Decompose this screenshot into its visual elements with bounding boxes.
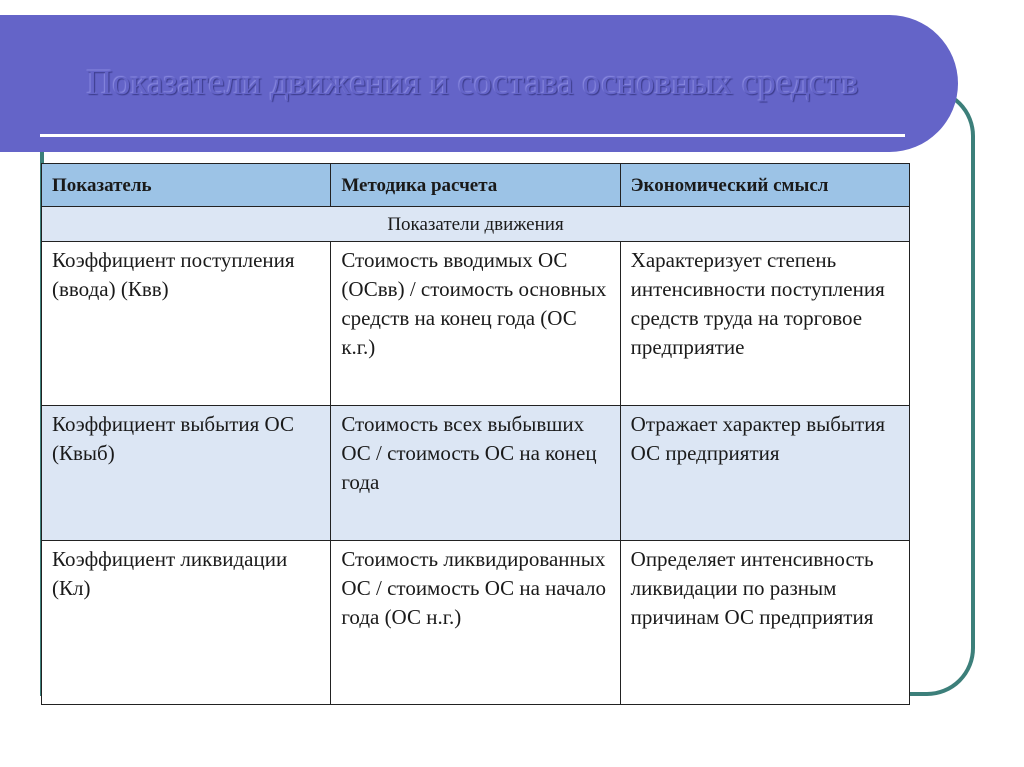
- cell-method: Стоимость всех выбывших ОС / стоимость ОС на конец года: [331, 406, 620, 541]
- title-underline: [40, 134, 905, 137]
- cell-method: Стоимость ликвидированных ОС / стоимость ОС на начало года (ОС н.г.): [331, 541, 620, 705]
- cell-indicator: Коэффициент ликвидации (Кл): [42, 541, 331, 705]
- cell-meaning: Отражает характер выбытия ОС предприятия: [620, 406, 909, 541]
- header-method: Методика расчета: [331, 164, 620, 207]
- cell-meaning: Определяет интенсивность ликвидации по разным причинам ОС предприятия: [620, 541, 909, 705]
- indicators-table: [41, 163, 910, 705]
- table-row: [42, 406, 910, 541]
- table-row: [42, 242, 910, 406]
- section-label: Показатели движения: [42, 207, 910, 242]
- table-row: [42, 541, 910, 705]
- cell-indicator: Коэффициент выбытия ОС (Квыб): [42, 406, 331, 541]
- cell-meaning: Характеризует степень интенсивности поступления средств труда на торговое предприятие: [620, 242, 909, 406]
- cell-method: Стоимость вводимых ОС (ОСвв) / стоимость основных средств на конец года (ОС к.г.): [331, 242, 620, 406]
- table-header-row: [42, 164, 910, 207]
- header-meaning: Экономический смысл: [620, 164, 909, 207]
- cell-indicator: Коэффициент поступления (ввода) (Квв): [42, 242, 331, 406]
- header-indicator: Показатель: [42, 164, 331, 207]
- section-row: [42, 207, 910, 242]
- slide-title: Показатели движения и состава основных средств: [86, 62, 859, 102]
